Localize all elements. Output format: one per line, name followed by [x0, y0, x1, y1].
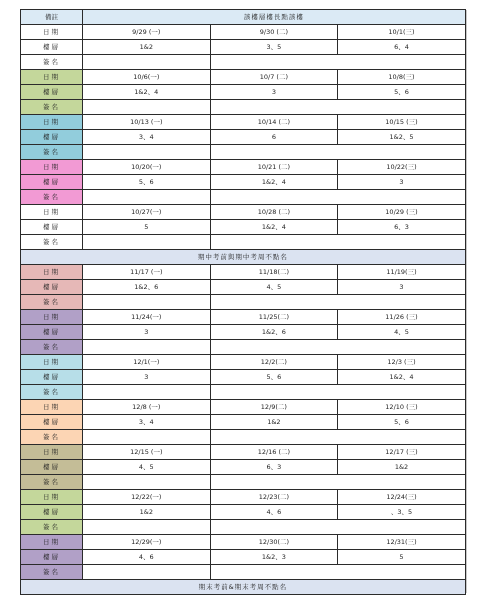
signature-cell[interactable] [83, 475, 211, 490]
date-row-label: 日期 [21, 115, 83, 130]
signature-cell[interactable] [83, 430, 211, 445]
date-cell: 12/9(二) [210, 400, 338, 415]
date-cell: 10/8(三) [338, 70, 466, 85]
floor-cell: 1&2、4 [338, 370, 466, 385]
sign-row-label: 簽名 [21, 235, 83, 250]
signature-cell[interactable] [83, 100, 211, 115]
signature-cell[interactable] [210, 235, 465, 250]
signature-cell[interactable] [83, 190, 211, 205]
floor-cell: 3、4 [83, 130, 211, 145]
floor-cell: 3 [338, 280, 466, 295]
date-cell: 12/3 (三) [338, 355, 466, 370]
floor-row-label: 樓層 [21, 550, 83, 565]
floor-cell: 、3、5 [338, 505, 466, 520]
date-cell: 12/8 (一) [83, 400, 211, 415]
date-cell: 12/30(二) [210, 535, 338, 550]
floor-cell: 3 [83, 325, 211, 340]
date-row [21, 115, 466, 130]
floor-row-label: 樓層 [21, 220, 83, 235]
date-row [21, 310, 466, 325]
date-row [21, 490, 466, 505]
date-cell: 11/17 (一) [83, 265, 211, 280]
floor-cell: 1&2、4 [83, 85, 211, 100]
date-cell: 12/15 (一) [83, 445, 211, 460]
floor-cell: 4、6 [83, 550, 211, 565]
floor-cell: 4、6 [210, 505, 338, 520]
date-cell: 12/29(一) [83, 535, 211, 550]
sign-row-label: 簽名 [21, 520, 83, 535]
floor-row-label: 樓層 [21, 505, 83, 520]
floor-roll-call-schedule [20, 9, 466, 595]
floor-cell: 3 [83, 370, 211, 385]
date-row-label: 日期 [21, 400, 83, 415]
date-row [21, 445, 466, 460]
sign-row-label: 簽名 [21, 475, 83, 490]
sign-row-label: 簽名 [21, 100, 83, 115]
date-cell: 11/19(三) [338, 265, 466, 280]
floor-cell: 1&2、4 [210, 220, 338, 235]
date-cell: 10/29 (三) [338, 205, 466, 220]
floor-cell: 5 [83, 220, 211, 235]
signature-cell[interactable] [210, 55, 465, 70]
midterm-notice: 期中考前與期中考周不點名 [21, 250, 466, 265]
date-cell: 10/27(一) [83, 205, 211, 220]
floor-cell: 4、5 [338, 325, 466, 340]
date-row-label: 日期 [21, 70, 83, 85]
sign-row [21, 385, 466, 400]
floor-cell: 5、6 [338, 415, 466, 430]
floor-row [21, 325, 466, 340]
floor-cell: 5、6 [338, 85, 466, 100]
sign-row-label: 簽名 [21, 55, 83, 70]
floor-cell: 6、3 [210, 460, 338, 475]
floor-row-label: 樓層 [21, 40, 83, 55]
floor-cell: 1&2、3 [210, 550, 338, 565]
date-cell: 10/6(一) [83, 70, 211, 85]
floor-row [21, 130, 466, 145]
floor-row [21, 505, 466, 520]
sign-row-label: 簽名 [21, 385, 83, 400]
sign-row-label: 簽名 [21, 190, 83, 205]
sign-row [21, 55, 466, 70]
signature-cell[interactable] [83, 565, 211, 580]
floor-row-label: 樓層 [21, 370, 83, 385]
date-cell: 12/22(一) [83, 490, 211, 505]
signature-cell[interactable] [210, 385, 465, 400]
date-cell: 12/1(一) [83, 355, 211, 370]
date-cell: 10/20(一) [83, 160, 211, 175]
date-cell: 10/15 (三) [338, 115, 466, 130]
date-row-label: 日期 [21, 25, 83, 40]
floor-cell: 3、4 [83, 415, 211, 430]
signature-cell[interactable] [210, 340, 465, 355]
sign-row-label: 簽名 [21, 145, 83, 160]
floor-row-label: 樓層 [21, 280, 83, 295]
date-row [21, 70, 466, 85]
date-row-label: 日期 [21, 490, 83, 505]
signature-cell[interactable] [210, 565, 465, 580]
date-cell: 12/10 (三) [338, 400, 466, 415]
final-notice: 期末考前&期末考周不點名 [21, 580, 466, 595]
signature-cell[interactable] [210, 190, 465, 205]
sign-row [21, 475, 466, 490]
signature-cell[interactable] [83, 520, 211, 535]
date-row [21, 400, 466, 415]
floor-row [21, 415, 466, 430]
floor-row-label: 樓層 [21, 325, 83, 340]
signature-cell[interactable] [210, 520, 465, 535]
date-row-label: 日期 [21, 535, 83, 550]
floor-row [21, 280, 466, 295]
floor-cell: 1&2 [210, 415, 338, 430]
midterm-notice-row [21, 250, 466, 265]
date-row-label: 日期 [21, 265, 83, 280]
floor-row-label: 樓層 [21, 460, 83, 475]
date-row-label: 日期 [21, 310, 83, 325]
floor-cell: 4、5 [210, 280, 338, 295]
floor-cell: 4、5 [83, 460, 211, 475]
floor-cell: 3、5 [210, 40, 338, 55]
final-notice-row [21, 580, 466, 595]
sign-row [21, 235, 466, 250]
floor-row [21, 85, 466, 100]
sign-row-label: 簽名 [21, 430, 83, 445]
floor-cell: 1&2、6 [210, 325, 338, 340]
floor-row [21, 460, 466, 475]
note-header: 備註 [21, 10, 83, 25]
sign-row-label: 簽名 [21, 565, 83, 580]
floor-row [21, 40, 466, 55]
floor-cell: 1&2、4 [210, 175, 338, 190]
signature-cell[interactable] [83, 235, 211, 250]
sign-row [21, 145, 466, 160]
sign-row-label: 簽名 [21, 295, 83, 310]
floor-cell: 5、6 [83, 175, 211, 190]
floor-cell: 6、3 [338, 220, 466, 235]
sign-row [21, 520, 466, 535]
date-row-label: 日期 [21, 160, 83, 175]
date-row-label: 日期 [21, 205, 83, 220]
signature-cell[interactable] [83, 145, 211, 160]
sign-row [21, 190, 466, 205]
date-row-label: 日期 [21, 355, 83, 370]
sign-row [21, 295, 466, 310]
schedule-body [21, 10, 466, 595]
floor-row-label: 樓層 [21, 415, 83, 430]
floor-cell: 6 [210, 130, 338, 145]
floor-cell: 5 [338, 550, 466, 565]
sign-row [21, 100, 466, 115]
signature-cell[interactable] [83, 295, 211, 310]
date-cell: 10/21 (二) [210, 160, 338, 175]
floor-cell: 3 [338, 175, 466, 190]
signature-cell[interactable] [83, 385, 211, 400]
date-cell: 11/25(二) [210, 310, 338, 325]
date-cell: 10/13 (一) [83, 115, 211, 130]
sheet-shadow-right [466, 10, 467, 592]
date-row [21, 25, 466, 40]
date-cell: 12/2(二) [210, 355, 338, 370]
date-row-label: 日期 [21, 445, 83, 460]
date-row [21, 355, 466, 370]
floor-row [21, 370, 466, 385]
date-cell: 9/29 (一) [83, 25, 211, 40]
floor-row-label: 樓層 [21, 175, 83, 190]
date-cell: 10/7 (二) [210, 70, 338, 85]
floor-row [21, 550, 466, 565]
floor-row-label: 樓層 [21, 85, 83, 100]
floor-cell: 1&2、5 [338, 130, 466, 145]
schedule-title: 該樓層樓長點該樓 [83, 10, 466, 25]
floor-cell: 5、6 [210, 370, 338, 385]
date-cell: 11/18(二) [210, 265, 338, 280]
floor-cell: 1&2 [83, 40, 211, 55]
signature-cell[interactable] [210, 430, 465, 445]
date-row [21, 205, 466, 220]
date-cell: 10/28 (二) [210, 205, 338, 220]
date-cell: 12/17 (三) [338, 445, 466, 460]
sign-row-label: 簽名 [21, 340, 83, 355]
sign-row [21, 340, 466, 355]
floor-cell: 1&2 [83, 505, 211, 520]
date-cell: 12/31(三) [338, 535, 466, 550]
date-cell: 12/16 (二) [210, 445, 338, 460]
floor-row [21, 220, 466, 235]
floor-cell: 3 [210, 85, 338, 100]
date-row [21, 160, 466, 175]
date-cell: 10/1(三) [338, 25, 466, 40]
floor-cell: 1&2、6 [83, 280, 211, 295]
floor-row-label: 樓層 [21, 130, 83, 145]
signature-cell[interactable] [210, 475, 465, 490]
date-cell: 11/24(一) [83, 310, 211, 325]
date-cell: 11/26 (三) [338, 310, 466, 325]
sign-row [21, 565, 466, 580]
date-row [21, 265, 466, 280]
signature-cell[interactable] [210, 145, 465, 160]
date-cell: 12/24(三) [338, 490, 466, 505]
date-cell: 10/14 (二) [210, 115, 338, 130]
header-row [21, 10, 466, 25]
date-cell: 9/30 (二) [210, 25, 338, 40]
date-row [21, 535, 466, 550]
signature-cell[interactable] [210, 100, 465, 115]
floor-cell: 1&2 [338, 460, 466, 475]
signature-cell[interactable] [83, 55, 211, 70]
floor-row [21, 175, 466, 190]
sign-row [21, 430, 466, 445]
date-cell: 12/23(二) [210, 490, 338, 505]
signature-cell[interactable] [83, 340, 211, 355]
date-cell: 10/22(三) [338, 160, 466, 175]
floor-cell: 6、4 [338, 40, 466, 55]
signature-cell[interactable] [210, 295, 465, 310]
